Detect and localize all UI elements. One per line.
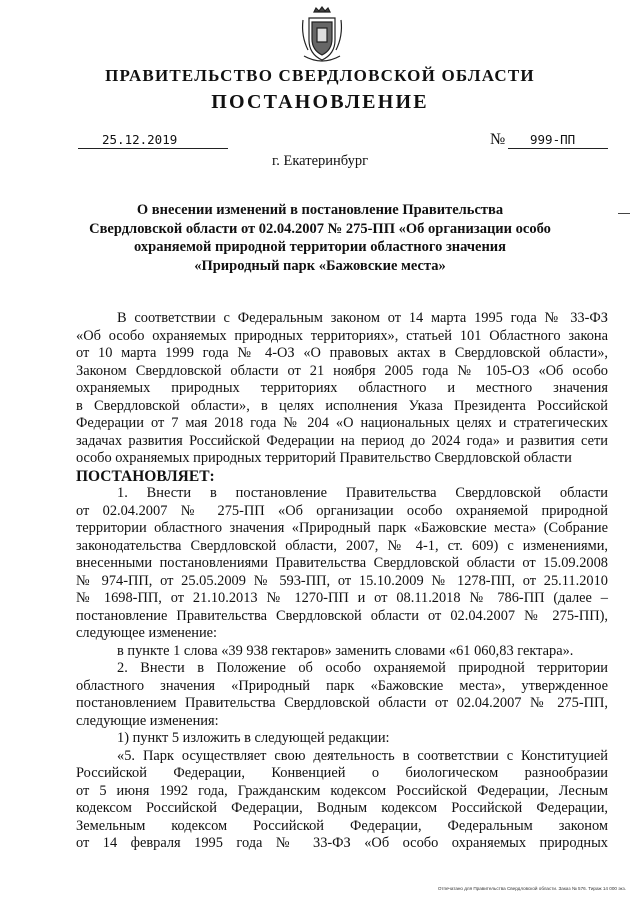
text-line: следующие изменения: [76, 712, 219, 729]
text-line: особо охраняемых природных территорий Правительство Свердловской области [76, 450, 572, 466]
text-line: следующее изменение: [76, 625, 218, 641]
title-line: О внесении изменений в постановление Правительства [136, 202, 504, 218]
preamble [76, 310, 608, 468]
text-line: № 1698-ПП, от 21.10.2013 № 1270-ПП и от 08.11.2018 № 786-ПП (далее – [76, 590, 608, 606]
print-footer: Отпечатано для Правительства Свердловской области. Заказ № 576. Тираж 14 000 экз. [437, 886, 626, 891]
text-line: № 974-ПП, от 25.05.2009 № 593-ПП, от 15.10.2009 № 1278-ПП, от 25.11.2010 [76, 572, 608, 589]
coat-of-arms-emblem [300, 6, 344, 66]
text-line: от 14 февраля 1995 года № 33-ФЗ «Об особо охраняемых природных [76, 835, 608, 851]
text-line: территории областного значения «Природный парк «Бажовские места» (Собрание [76, 520, 608, 536]
text-line: внесенными постановлениями Правительства Свердловской области от 15.09.2008 [76, 555, 608, 571]
resolves-heading: ПОСТАНОВЛЯЕТ: [76, 467, 215, 485]
text-line: «Об особо охраняемых природных территориях», статьей 101 Областного закона [76, 327, 608, 344]
text-line: постановлением Правительства Свердловской области от 02.04.2007 № 275-ПП, [76, 695, 608, 711]
text-line: задачах развития Российской Федерации на период до 2024 года» и развития сети [76, 432, 608, 449]
text-line: Российской Федерации, Конвенцией о биологическом разнообразии [76, 765, 608, 781]
item-1 [76, 485, 608, 660]
document-body [76, 310, 608, 853]
text-line: кодексом Российской Федерации, Водным кодексом Российской Федерации, [76, 800, 608, 816]
title-line: Свердловской области от 02.04.2007 № 275-ПП «Об организации особо [89, 220, 551, 237]
organization-name: ПРАВИТЕЛЬСТВО СВЕРДЛОВСКОЙ ОБЛАСТИ [105, 66, 535, 85]
item-1-change: в пункте 1 слова «39 938 гектаров» заменить словами «61 060,83 гектара». [117, 642, 574, 659]
item-2-subitem-1: 1) пункт 5 изложить в следующей редакции: [117, 730, 390, 746]
text-line: 1. Внести в постановление Правительства Свердловской области [117, 485, 608, 501]
title-line: охраняемой природной территории областного значения [133, 239, 506, 255]
text-line: В соответствии с Федеральным законом от 14 марта 1995 года № 33-ФЗ [117, 310, 608, 326]
text-line: 2. Внести в Положение об особо охраняемой природной территории [117, 660, 608, 676]
text-line: Законом Свердловской области от 21 ноября 2005 года № 105-ОЗ «Об особо [76, 362, 608, 379]
text-line: в Свердловской области», в целях исполнения Указа Президента Российской [76, 397, 608, 414]
text-line: «5. Парк осуществляет свою деятельность в соответствии с Конституцией [117, 747, 608, 764]
item-2 [76, 660, 608, 853]
text-line: от 02.04.2007 № 275-ПП «Об организации особо охраняемой природной [76, 502, 608, 519]
text-line: от 10 марта 1999 года № 4-ОЗ «О правовых актах в Свердловской области», [76, 345, 608, 361]
city: г. Екатеринбург [271, 153, 369, 169]
text-line: от 5 июня 1992 года, Гражданским кодексом Российской Федерации, Лесным [76, 782, 608, 799]
margin-mark [618, 213, 630, 214]
document-number: 999-ПП [508, 132, 608, 149]
text-line: Земельным кодексом Российской Федерации, Федеральным законом [76, 817, 608, 834]
document-title [80, 201, 560, 275]
text-line: Федерации от 7 мая 2018 года № 204 «О национальных целях и стратегических [76, 415, 608, 431]
title-line: «Природный парк «Бажовские места» [194, 257, 446, 274]
number-sign: № [490, 131, 506, 148]
text-line: законодательства Свердловской области, 2007, № 4-1, ст. 609) с изменениями, [76, 537, 608, 554]
text-line: охраняемых природных территориях областного и местного значения [76, 380, 608, 396]
text-line: областного значения «Природный парк «Бажовские места», утвержденное [76, 677, 608, 694]
document-type: ПОСТАНОВЛЕНИЕ [211, 91, 429, 113]
document-date: 25.12.2019 [78, 132, 228, 149]
text-line: постановление Правительства Свердловской области от 02.04.2007 № 275-ПП), [76, 607, 608, 624]
